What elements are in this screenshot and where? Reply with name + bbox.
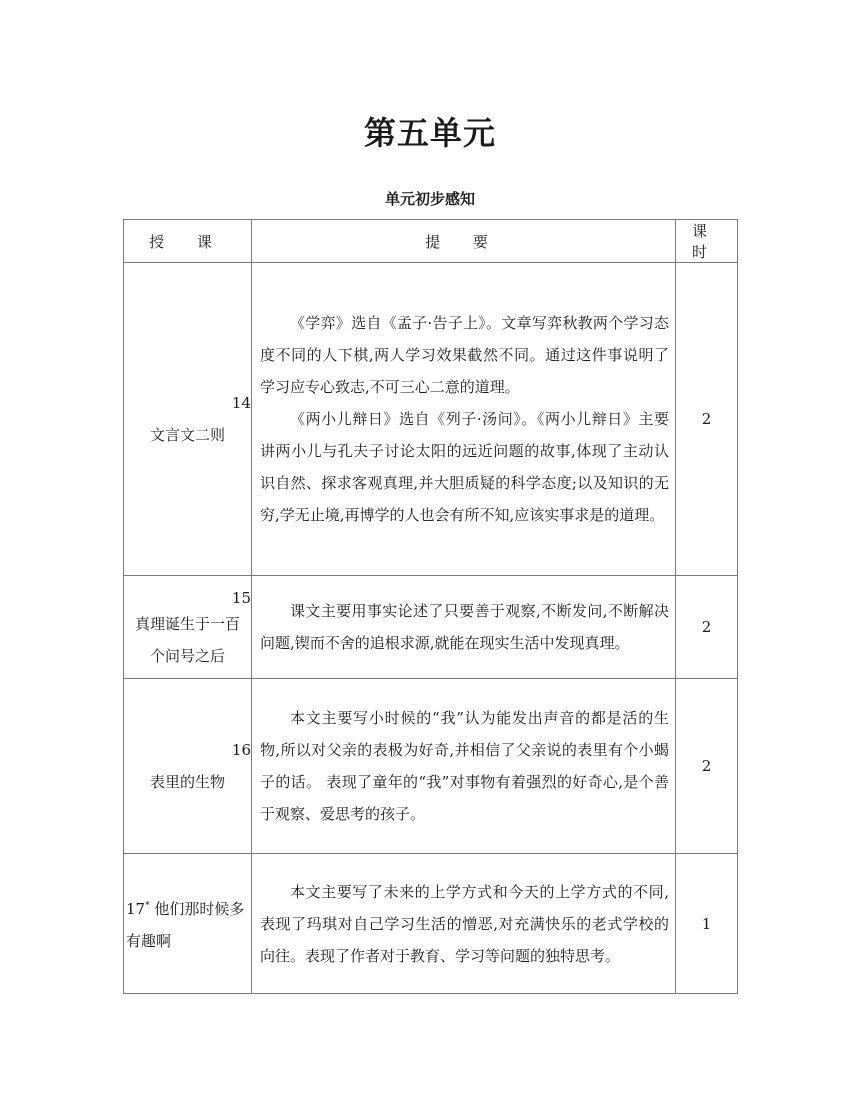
lesson-cell xyxy=(124,576,252,679)
table-row xyxy=(124,679,738,854)
summary-cell xyxy=(252,854,676,994)
table-row xyxy=(124,263,738,576)
page-title: 第五单元 xyxy=(363,114,496,152)
summary-cell xyxy=(252,576,676,679)
summary-paragraph: 本文主要写小时候的“我”认为能发出声音的都是活的生物,所以对父亲的表极为好奇,并相信了父亲说的表里有个小蝎子的话。 表现了童年的“我”对事物有着强烈的好奇心,是个善于观察、爱思考的孩子。 xyxy=(260,709,669,823)
hours-cell: 2 xyxy=(676,263,738,576)
hours-cell: 2 xyxy=(676,576,738,679)
table-caption: 单元初步感知 xyxy=(384,190,475,208)
hours-cell: 1 xyxy=(676,854,738,994)
summary-paragraph: 《两小儿辩日》选自《列子·汤问》。《两小儿辩日》主要讲两小儿与孔夫子讨论太阳的远近问题的故事,体现了主动认识自然、探求客观真理,并大胆质疑的科学态度;以及知识的无穷,学无止境,再博学的人也会有所不知,应该实事求是的道理。 xyxy=(260,410,669,524)
lesson-cell xyxy=(124,679,252,854)
lesson-number: 14 xyxy=(231,394,251,412)
lesson-name: 他们那时候多有趣啊 xyxy=(126,900,245,950)
summary-paragraph: 《学弈》选自《孟子·告子上》。文章写弈秋教两个学习态度不同的人下棋,两人学习效果截然不同。通过这件事说明了学习应专心致志,不可三心二意的道理。 xyxy=(260,314,669,396)
optional-marker: * xyxy=(145,901,150,911)
lesson-cell xyxy=(124,854,252,994)
lesson-name: 真理诞生于一百个问号之后 xyxy=(134,615,240,665)
lesson-name: 文言文二则 xyxy=(149,426,225,444)
table-row xyxy=(124,854,738,994)
summary-paragraph: 本文主要写了未来的上学方式和今天的上学方式的不同,表现了玛琪对自己学习生活的憎恶,对充满快乐的老式学校的向往。表现了作者对于教育、学习等问题的独特思考。 xyxy=(260,882,669,965)
unit-table xyxy=(123,219,738,994)
summary-cell xyxy=(252,263,676,576)
hours-cell: 2 xyxy=(676,679,738,854)
table-header-row xyxy=(124,220,738,263)
header-lesson: 授 课 xyxy=(124,220,252,263)
lesson-name: 表里的生物 xyxy=(149,773,225,791)
header-hours: 课 时 xyxy=(676,220,738,263)
lesson-number: 15 xyxy=(231,589,251,607)
summary-paragraph: 课文主要用事实论述了只要善于观察,不断发问,不断解决问题,锲而不舍的追根求源,就能在现实生活中发现真理。 xyxy=(260,602,669,652)
header-summary: 提 要 xyxy=(252,220,676,263)
table-row xyxy=(124,576,738,679)
lesson-number: 17 xyxy=(126,900,146,918)
lesson-number: 16 xyxy=(231,741,251,759)
summary-cell xyxy=(252,679,676,854)
lesson-cell xyxy=(124,263,252,576)
